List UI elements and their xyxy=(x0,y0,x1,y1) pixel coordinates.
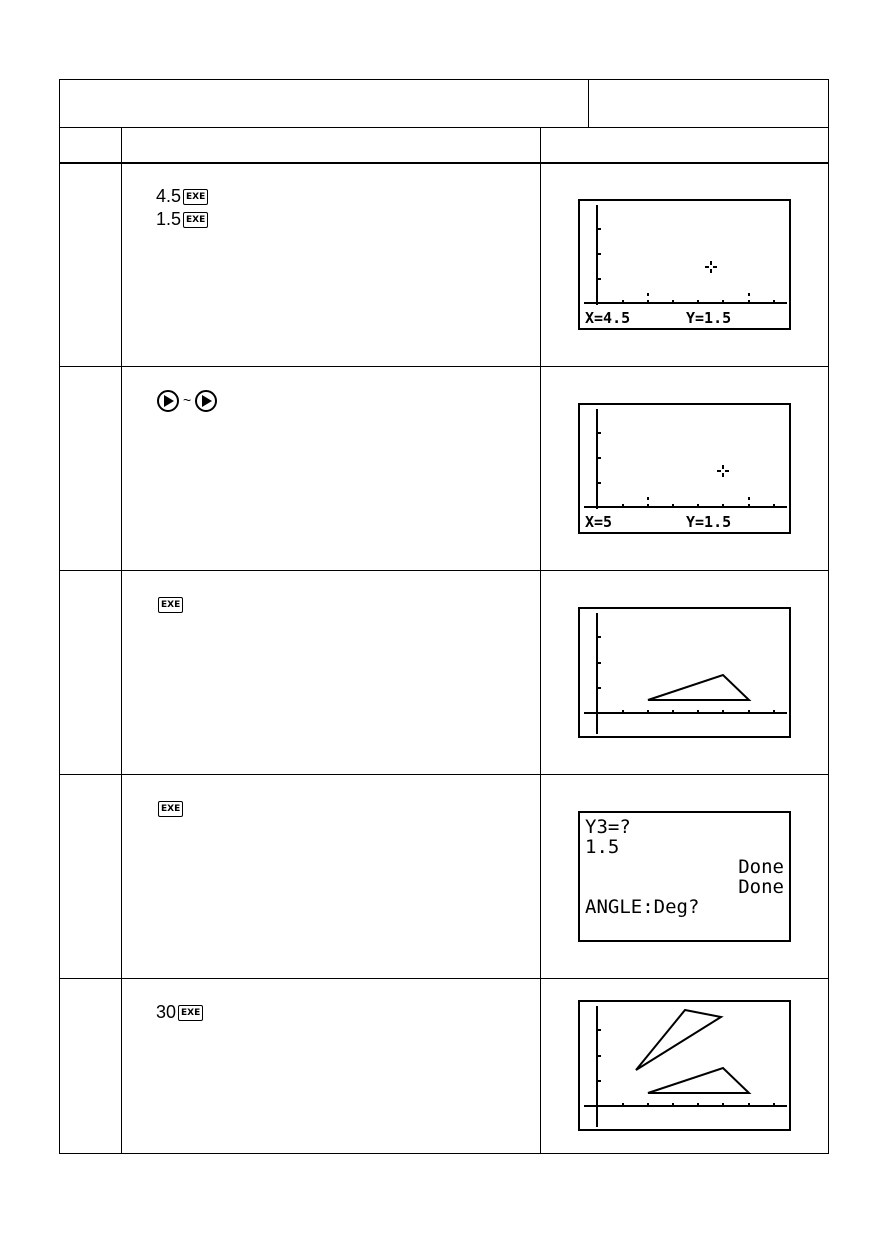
key-sequence-line xyxy=(156,389,218,412)
range-separator: ~ xyxy=(183,392,192,408)
done-message: Done xyxy=(738,876,784,898)
key-sequence-line xyxy=(156,797,183,820)
entered-value: 1.5 xyxy=(585,836,620,858)
exe-key-icon: EXE xyxy=(183,189,208,205)
done-message: Done xyxy=(738,856,784,878)
step-1-keys xyxy=(156,185,208,231)
exe-key-icon: EXE xyxy=(183,212,208,228)
exe-key-icon: EXE xyxy=(158,597,183,613)
number-entry: 30 xyxy=(156,1002,177,1022)
calculator-screen-4 xyxy=(578,811,791,942)
header-divider xyxy=(60,127,828,128)
step-3-keys xyxy=(156,593,183,616)
calculator-screen-1 xyxy=(578,199,791,330)
calculator-screen-5 xyxy=(578,1000,791,1131)
calculator-screen-2 xyxy=(578,403,791,534)
exe-key-icon: EXE xyxy=(178,1005,203,1021)
number-entry: 4.5 xyxy=(156,186,182,206)
right-arrow-key-icon xyxy=(194,389,218,413)
number-entry: 1.5 xyxy=(156,209,182,229)
x-coordinate-readout: X=5 xyxy=(585,513,613,531)
row-divider xyxy=(60,366,828,367)
y-coordinate-readout: Y=1.5 xyxy=(686,513,732,531)
row-divider xyxy=(60,570,828,571)
key-sequence-line xyxy=(156,185,208,208)
angle-prompt: ANGLE:Deg? xyxy=(585,896,700,918)
calculator-screen-3 xyxy=(578,607,791,738)
graph-plot xyxy=(580,1002,789,1129)
cursor-icon xyxy=(705,261,717,273)
step-2-keys xyxy=(156,389,218,412)
right-arrow-key-icon xyxy=(156,389,180,413)
x-coordinate-readout: X=4.5 xyxy=(585,309,631,327)
step-column-divider xyxy=(121,127,122,1154)
display-column-divider xyxy=(540,127,541,1154)
step-5-keys xyxy=(156,1001,203,1024)
step-4-keys xyxy=(156,797,183,820)
row-divider xyxy=(60,978,828,979)
cursor-icon xyxy=(717,465,729,477)
exe-key-icon: EXE xyxy=(158,801,183,817)
row-divider xyxy=(60,774,828,775)
input-prompt-label: Y3=? xyxy=(585,816,631,838)
y-coordinate-readout: Y=1.5 xyxy=(686,309,732,327)
triangle-shape xyxy=(648,675,749,700)
rotated-triangle-shape xyxy=(636,1010,721,1070)
key-sequence-line xyxy=(156,593,183,616)
key-sequence-line xyxy=(156,1001,203,1024)
column-header-divider xyxy=(60,162,828,164)
title-divider xyxy=(588,80,589,127)
key-sequence-line xyxy=(156,208,208,231)
triangle-shape xyxy=(648,1068,749,1093)
graph-plot xyxy=(580,609,789,736)
